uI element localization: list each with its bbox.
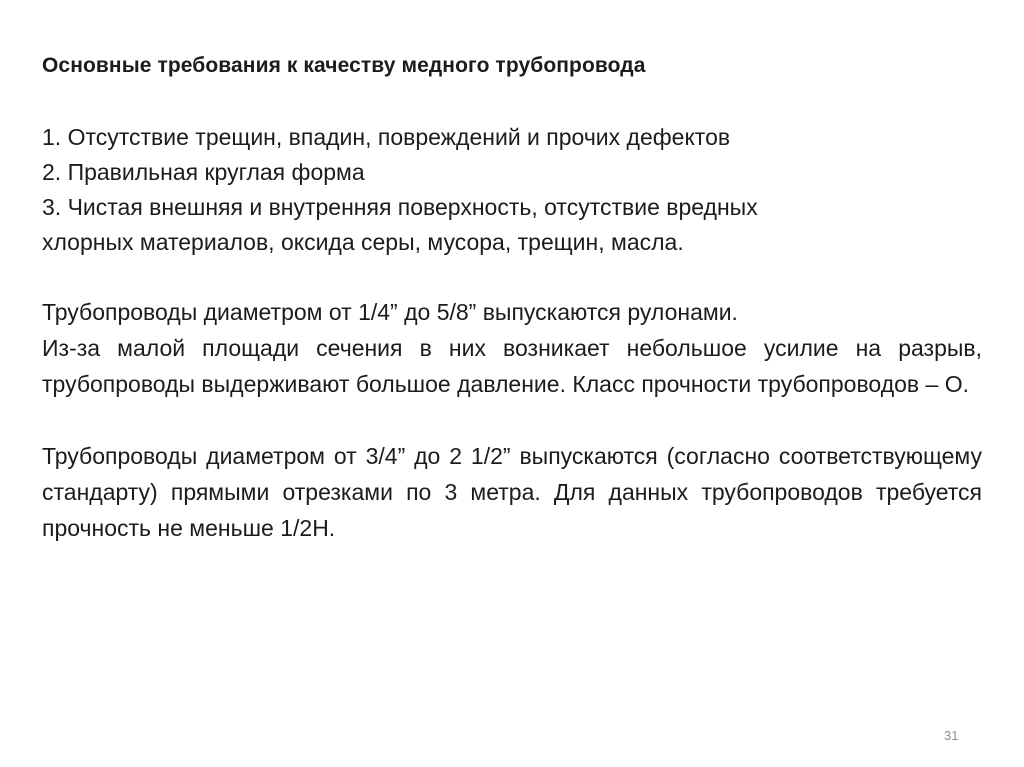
spacer — [42, 80, 982, 120]
requirement-item-continuation: хлорных материалов, оксида серы, мусора, трещин, масла. — [42, 229, 684, 255]
requirement-item: 1. Отсутствие трещин, впадин, повреждений и прочих дефектов — [42, 124, 731, 150]
requirements-list — [42, 120, 982, 260]
slide-content — [42, 52, 982, 546]
paragraph-coils-body: Из-за малой площади сечения в них возникает небольшое усилие на разрыв, трубопроводы выдерживают большое давление. Класс прочности трубопроводов – О. — [42, 335, 982, 397]
slide-title: Основные требования к качеству медного трубопровода — [42, 54, 646, 77]
requirement-item: 2. Правильная круглая форма — [42, 159, 365, 185]
paragraph-coils-first-line: Трубопроводы диаметром от 1/4” до 5/8” выпускаются рулонами. — [42, 299, 738, 325]
spacer — [42, 260, 982, 295]
paragraph-coils — [42, 295, 982, 402]
spacer — [42, 402, 982, 438]
paragraph-straight-lengths: Трубопроводы диаметром от 3/4” до 2 1/2” выпускаются (согласно соответствующему стандарту) прямыми отрезками по 3 метра. Для данных трубопроводов требуется прочность не меньше 1/2Н. — [42, 443, 982, 541]
page-number: 31 — [944, 728, 959, 743]
requirement-item: 3. Чистая внешняя и внутренняя поверхность, отсутствие вредных — [42, 194, 758, 220]
